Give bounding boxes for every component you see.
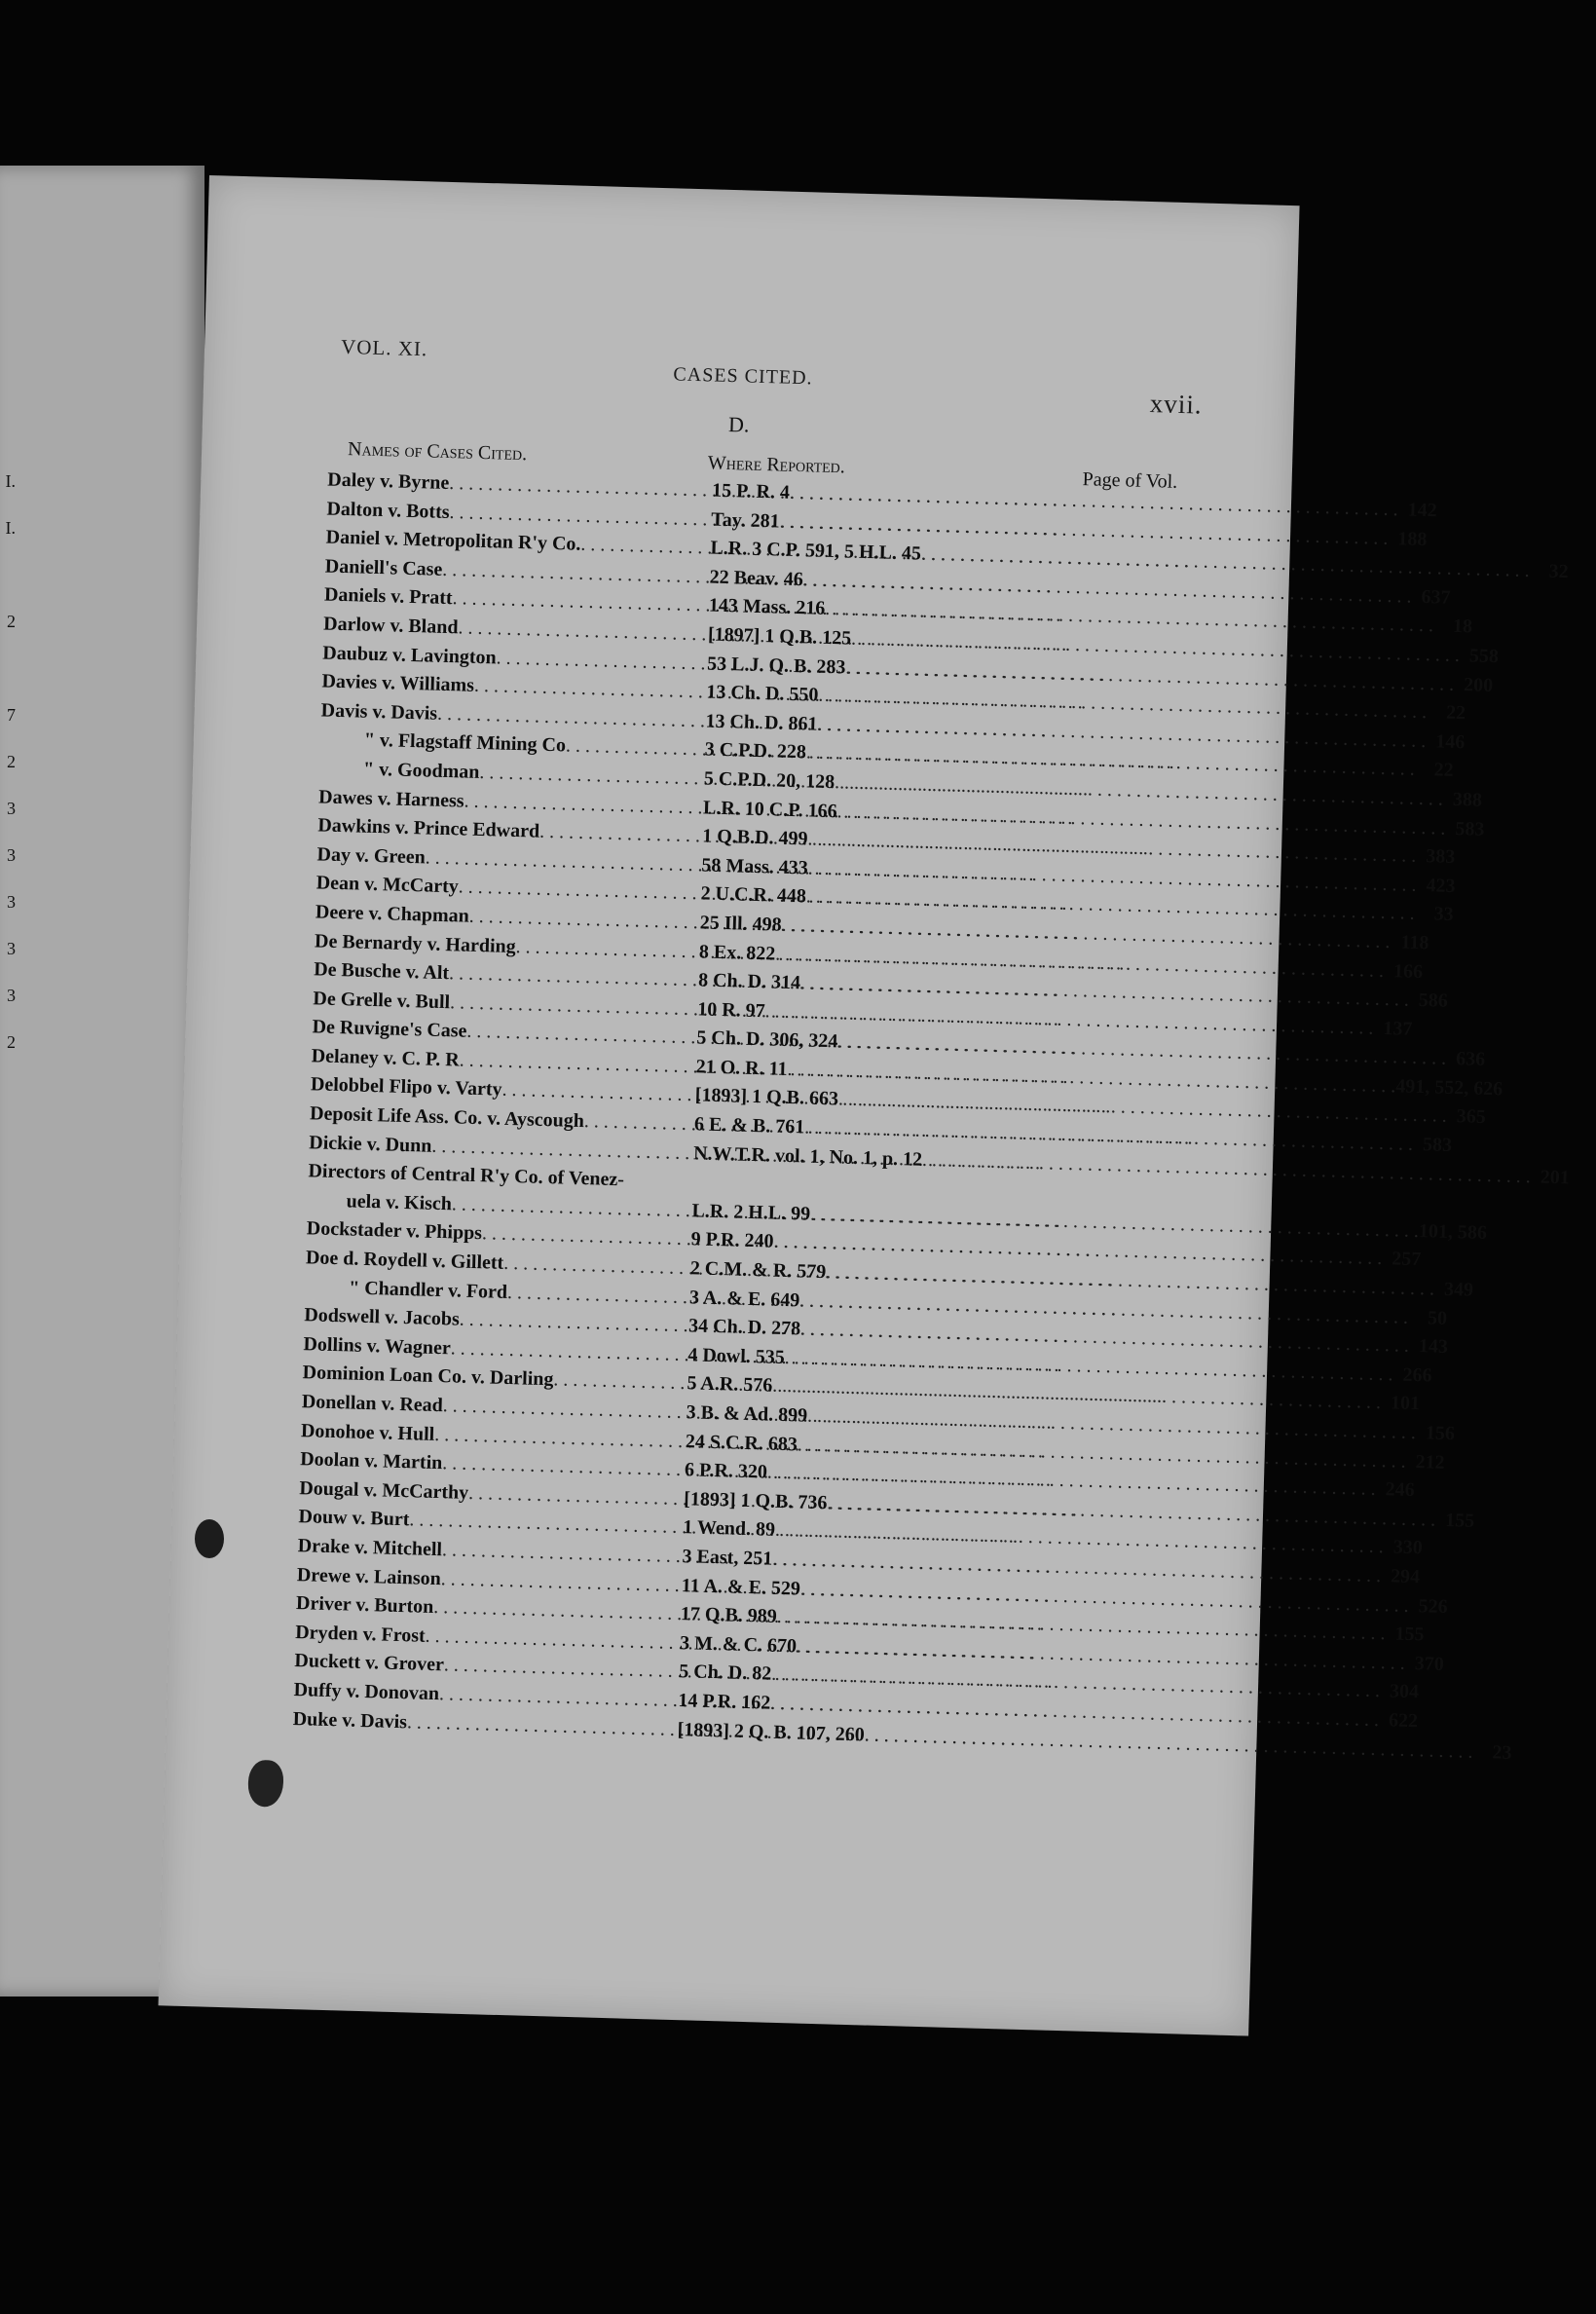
citation: [1893] 2 Q. B. 107, 260 <box>677 1718 866 1745</box>
section-letter: D. <box>727 411 750 437</box>
case-name: " v. Flagstaff Mining Co <box>363 729 567 757</box>
citation: 24 S.C.R. 683 <box>685 1430 798 1455</box>
case-name: Dawes v. Harness <box>317 785 464 812</box>
citation: L.R. 3 C.P. 591, 5 H.L. 45 <box>710 537 922 565</box>
citation: 3 B. & Ad. 899 <box>686 1401 808 1427</box>
ink-smudge <box>195 1519 224 1558</box>
page-ref: 101, 586 <box>1418 1219 1488 1244</box>
page-ref: 33 <box>1433 903 1454 926</box>
citation: 5 Ch. D. 306, 324 <box>696 1026 838 1053</box>
case-name: uela v. Kisch <box>346 1190 453 1215</box>
case-name: Daubuz v. Lavington <box>322 642 497 668</box>
case-name: De Ruvigne's Case <box>312 1016 467 1043</box>
citation: [1897] 1 Q.B. 125 <box>707 623 852 650</box>
case-name: De Grelle v. Bull <box>313 987 451 1013</box>
page-ref: 349 <box>1443 1278 1474 1301</box>
case-name: Day v. Green <box>316 843 427 869</box>
page-ref: 212 <box>1415 1450 1445 1474</box>
citation: 5 Ch. D. 82 <box>678 1661 772 1686</box>
page-ref: 188 <box>1397 527 1428 550</box>
case-name: Drake v. Mitchell <box>297 1535 443 1561</box>
case-name: Directors of Central R'y Co. of Venez- <box>308 1160 625 1191</box>
citation: 3 C.P.D. 228 <box>704 738 807 764</box>
case-name: Daniell's Case <box>324 555 443 580</box>
page-ref: 637 <box>1421 585 1451 609</box>
case-name: Drewe v. Lainson <box>296 1563 442 1589</box>
page-ref: 146 <box>1434 730 1466 753</box>
citation: 17 Q.B. 989 <box>680 1603 778 1628</box>
page-ref: 32 <box>1548 560 1569 583</box>
page-ref: 370 <box>1414 1652 1445 1675</box>
page-ref <box>692 1188 731 1189</box>
citation: 11 A. & E. 529 <box>681 1574 801 1600</box>
case-name: Daniels v. Pratt <box>323 583 453 610</box>
case-name: " Chandler v. Ford <box>348 1277 508 1303</box>
page-ref: 50 <box>1427 1307 1448 1329</box>
page-ref: 583 <box>1455 817 1485 840</box>
page-ref: 246 <box>1385 1478 1415 1502</box>
page-ref: 304 <box>1389 1680 1420 1703</box>
citation: 58 Mass. 433 <box>701 854 809 879</box>
page-ref: 137 <box>1383 1017 1413 1040</box>
page-ref: 142 <box>1407 499 1438 522</box>
page-ref: 586 <box>1418 989 1449 1012</box>
case-name: Darlow v. Bland <box>322 613 459 639</box>
citation: 15 P. R. 4 <box>711 479 791 504</box>
ink-blot <box>247 1760 283 1808</box>
running-title: CASES CITED. <box>673 363 813 390</box>
page-number: xvii. <box>1149 389 1204 420</box>
volume-label: VOL. XI. <box>340 334 428 361</box>
case-name: Driver v. Burton <box>295 1592 434 1619</box>
citation: 14 P.R. 162 <box>678 1689 771 1714</box>
case-name: " v. Goodman <box>362 758 480 783</box>
case-name: Deposit Life Ass. Co. v. Ayscough <box>309 1102 585 1133</box>
page-ref: 166 <box>1392 959 1424 983</box>
citation: L.R. 10 C.P. 166 <box>702 796 837 822</box>
page-ref: 636 <box>1455 1048 1486 1071</box>
citation: L.R. 2 H.L. 99 <box>691 1200 811 1225</box>
case-name: De Bernardy v. Harding <box>314 929 516 957</box>
page-ref: 330 <box>1392 1536 1424 1559</box>
page-ref: 526 <box>1418 1594 1449 1618</box>
page-ref: 101 <box>1390 1392 1421 1415</box>
case-name: De Busche v. Alt <box>313 958 450 985</box>
citation: [1893] 1 Q.B. 663 <box>694 1084 839 1110</box>
book-page <box>159 175 1571 2036</box>
citation: 1 Q.B.D. 499 <box>701 825 808 850</box>
page-ref: 294 <box>1390 1565 1421 1588</box>
citation: 143 Mass. 216 <box>708 594 826 620</box>
case-name: Dougal v. McCarthy <box>299 1476 469 1504</box>
cases-table <box>292 468 1571 1764</box>
case-name: Duffy v. Donovan <box>293 1678 440 1705</box>
case-name: Delobbel Flipo v. Varty <box>310 1073 502 1101</box>
page-ref: 155 <box>1394 1623 1425 1646</box>
case-name: Daley v. Byrne <box>327 468 450 494</box>
citation: [1893] 1 Q.B. 736 <box>683 1487 828 1514</box>
citation: 8 Ex. 822 <box>698 940 776 965</box>
page-ref: 365 <box>1456 1105 1487 1129</box>
page-ref: 491, 552, 626 <box>1394 1075 1503 1101</box>
case-name: Duke v. Davis <box>292 1707 408 1733</box>
page-ref: 383 <box>1425 845 1456 869</box>
page-ref: 23 <box>1492 1740 1512 1764</box>
case-name: Daniel v. Metropolitan R'y Co. <box>325 526 581 555</box>
page-ref: 558 <box>1468 645 1500 668</box>
citation: 1 Wend. 89 <box>683 1516 776 1542</box>
page-ref: 22 <box>1445 701 1466 725</box>
citation: 21 O. R. 11 <box>695 1056 788 1080</box>
citation: 4 Dowl. 535 <box>687 1344 786 1368</box>
citation: 8 Ch. D. 314 <box>697 969 801 994</box>
case-name: Dryden v. Frost <box>294 1621 427 1647</box>
page-ref: 201 <box>1540 1166 1571 1189</box>
case-name: Dalton v. Botts <box>326 498 450 523</box>
citation: 34 Ch. D. 278 <box>687 1315 801 1340</box>
citation: 5 A.R. 576 <box>687 1372 773 1398</box>
page-ref: 143 <box>1418 1335 1449 1359</box>
case-name: Dominion Loan Co. v. Darling <box>302 1362 554 1391</box>
citation: 5 C.P.D. 20, 128 <box>703 767 835 794</box>
column-header-page: Page of Vol. <box>1082 468 1178 493</box>
page-ref: 118 <box>1400 931 1429 954</box>
case-name: Douw v. Burt <box>298 1506 410 1531</box>
citation: 6 E. & B. 761 <box>693 1113 805 1138</box>
page-ref: 622 <box>1388 1709 1419 1733</box>
column-header-where: Where Reported. <box>707 452 846 478</box>
page-ref: 257 <box>1391 1248 1422 1271</box>
case-name: Davis v. Davis <box>320 699 438 725</box>
case-name: Doolan v. Martin <box>299 1448 443 1474</box>
case-name: Davies v. Williams <box>321 670 475 696</box>
citation: 2 U.C.R. 448 <box>700 882 807 908</box>
previous-page-fragment: I. I. 2 7 2 3 3 3 3 3 2 <box>5 471 16 1052</box>
page-ref: 155 <box>1444 1509 1475 1532</box>
citation: 3 A. & E. 649 <box>688 1286 800 1312</box>
page-ref: 583 <box>1422 1134 1453 1157</box>
case-name: Dean v. McCarty <box>315 872 460 898</box>
citation: 10 R. 97 <box>696 998 766 1022</box>
case-name: Delaney v. C. P. R <box>311 1045 461 1071</box>
citation: 13 Ch. D. 550 <box>706 681 819 706</box>
page-ref: 388 <box>1452 788 1483 811</box>
citation: 22 Beav. 46 <box>709 566 804 590</box>
column-header-names: Names of Cases Cited. <box>347 438 528 466</box>
page-ref: 22 <box>1433 759 1455 782</box>
page-ref: 18 <box>1452 616 1473 638</box>
case-name: Dawkins v. Prince Edward <box>317 814 540 842</box>
citation: N.W.T.R. vol. 1, No. 1, p. 12 <box>692 1141 923 1171</box>
citation: 13 Ch. D. 861 <box>705 710 818 735</box>
case-name: Donellan v. Read <box>301 1391 444 1417</box>
case-name: Doe d. Roydell v. Gillett <box>305 1247 504 1274</box>
case-name: Dodswell v. Jacobs <box>304 1304 461 1330</box>
citation: 53 L.J. Q. B. 283 <box>706 653 846 678</box>
case-name: Dollins v. Wagner <box>303 1332 452 1360</box>
citation: 3 East, 251 <box>682 1546 773 1570</box>
citation: 3 M. & C. 670 <box>679 1631 798 1658</box>
case-name: Dockstader v. Phipps <box>306 1217 483 1245</box>
page-ref: 200 <box>1463 673 1494 696</box>
citation: Tay. 281 <box>711 508 781 533</box>
case-name: Deere v. Chapman <box>315 901 470 927</box>
citation: 2 C.M. & R. 579 <box>689 1257 827 1284</box>
case-name: Duckett v. Grover <box>294 1650 445 1676</box>
case-name: Dickie v. Dunn <box>309 1131 432 1157</box>
citation: 9 P.R. 240 <box>690 1228 774 1253</box>
page-ref: 423 <box>1426 874 1456 897</box>
citation: 6 P.R. 320 <box>684 1459 768 1483</box>
page-ref: 266 <box>1402 1363 1432 1387</box>
case-name: Donohoe v. Hull <box>300 1419 435 1445</box>
page-ref: 156 <box>1425 1422 1456 1445</box>
citation: 25 Ill. 498 <box>699 912 782 936</box>
